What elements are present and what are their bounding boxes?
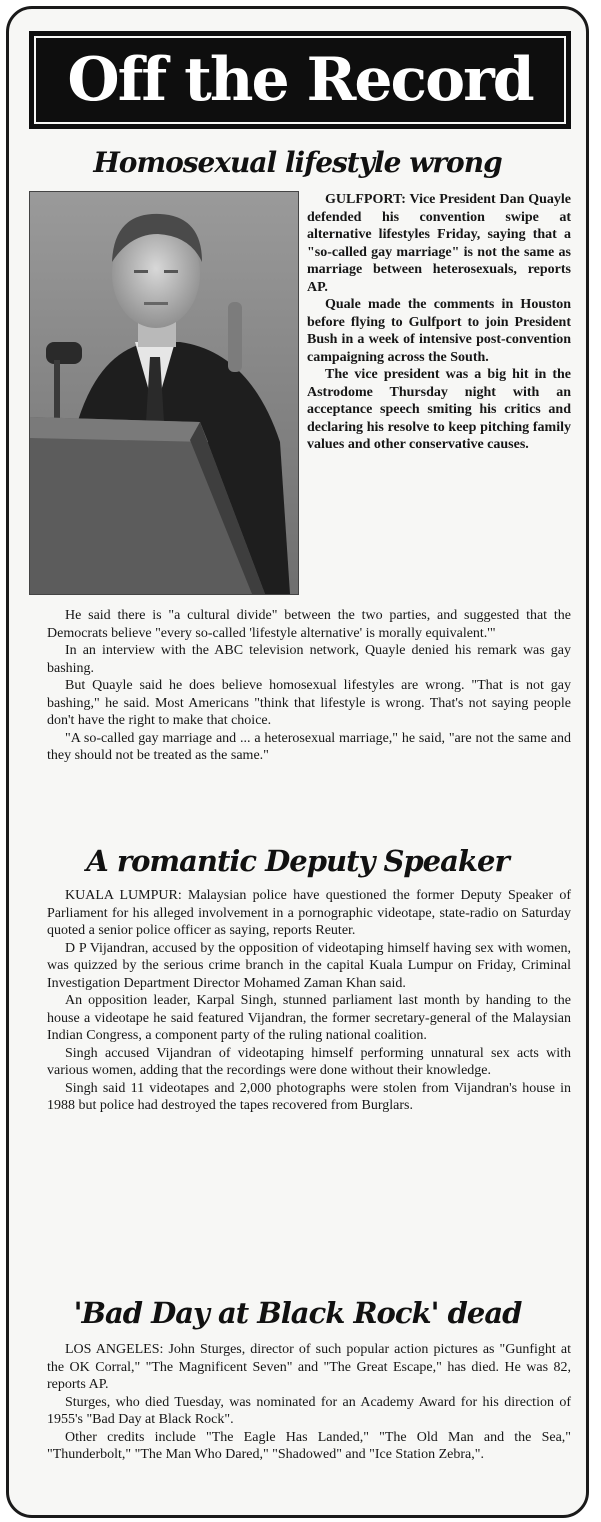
headline-homosexual-lifestyle: Homosexual lifestyle wrong [93,146,502,179]
article1-full-column [47,607,571,765]
article3-body [47,1341,571,1464]
speaker-at-podium-image [30,192,298,594]
article1-para-3: The vice president was a big hit in the Astrodome Thursday night with an acceptance speech smiting his critics and declaring his resolve to keep pitching family values and other conservative causes. [307,367,571,452]
article1-para-6: But Quayle said he does believe homosexual lifestyles are wrong. "That is not gay bashing," he said. Most Americans "think that lifestyle is wrong. That's not saying people don't have the right to make that choice. [47,678,571,728]
quayle-photo [29,191,299,595]
dateline-gulfport: GULFPORT: [325,192,406,207]
article2-para-5: Singh said 11 videotapes and 2,000 photographs were stolen from Vijandran's house in 1988 but police had destroyed the tapes recovered from Burglars. [47,1080,571,1113]
article3-para-1: LOS ANGELES: John Sturges, director of such popular action pictures as "Gunfight at the OK Corral," "The Magnificent Seven" and "The Great Escape," has died. He was 82, reports AP. [47,1342,571,1392]
article1-para-1: GULFPORT: Vice President Dan Quayle defended his convention swipe at alternative lifestyles Friday, saying that a "so-called gay marriage" is not the same as marriage between heterosexuals, reports AP. [307,192,571,295]
article2-para-3: An opposition leader, Karpal Singh, stunned parliament last month by handing to the house a videotape he said featured Vijandran, the former secretary-general of the Malaysian Indian Congress, a component party of the ruling national coalition. [47,993,571,1043]
article2-para-1: KUALA LUMPUR: Malaysian police have questioned the former Deputy Speaker of Parliament for his alleged involvement in a pornographic videotape, state-radio on Saturday quoted a senior police officer as saying, reports Reuter. [47,888,571,938]
headline-romantic-deputy-speaker: A romantic Deputy Speaker [86,844,509,878]
article-frame [6,6,589,1518]
headline-bad-day-black-rock: 'Bad Day at Black Rock' dead [73,1296,522,1330]
section-title: Off the Record [67,45,533,115]
article2-para-4: Singh accused Vijandran of videotaping himself performing unnatural sex acts with various women, adding that the recordings were done without their knowledge. [47,1045,571,1078]
article1-para-7: "A so-called gay marriage and ... a heterosexual marriage," he said, "are not the same and they should not be treated as the same." [47,730,571,763]
article1-para-5: In an interview with the ABC television network, Quayle denied his remark was gay bashing. [47,643,571,676]
article3-para-3: Other credits include "The Eagle Has Landed," "The Old Man and the Sea," "Thunderbolt," "The Man Who Dared," "Shadowed" and "Ice Station Zebra,". [47,1429,571,1462]
section-banner [29,31,571,129]
article1-para-2: Quale made the comments in Houston before flying to Gulfport to join President Bush in a week of intensive post-convention campaigning across the South. [307,297,571,365]
article3-para-2: Sturges, who died Tuesday, was nominated for an Academy Award for his direction of 1955's "Bad Day at Black Rock". [47,1394,571,1427]
article1-right-column [307,191,571,454]
article1-para-4: He said there is "a cultural divide" between the two parties, and suggested that the Democrats believe "every so-called 'lifestyle alternative' is morally equivalent.'" [47,608,571,641]
article2-body [47,887,571,1115]
article2-para-2: D P Vijandran, accused by the opposition of videotaping himself having sex with women, was quizzed by the serious crime branch in the capital Kuala Lumpur on Friday, Criminal Investigation Department Director Mohamed Zaman Khan said. [47,940,571,991]
